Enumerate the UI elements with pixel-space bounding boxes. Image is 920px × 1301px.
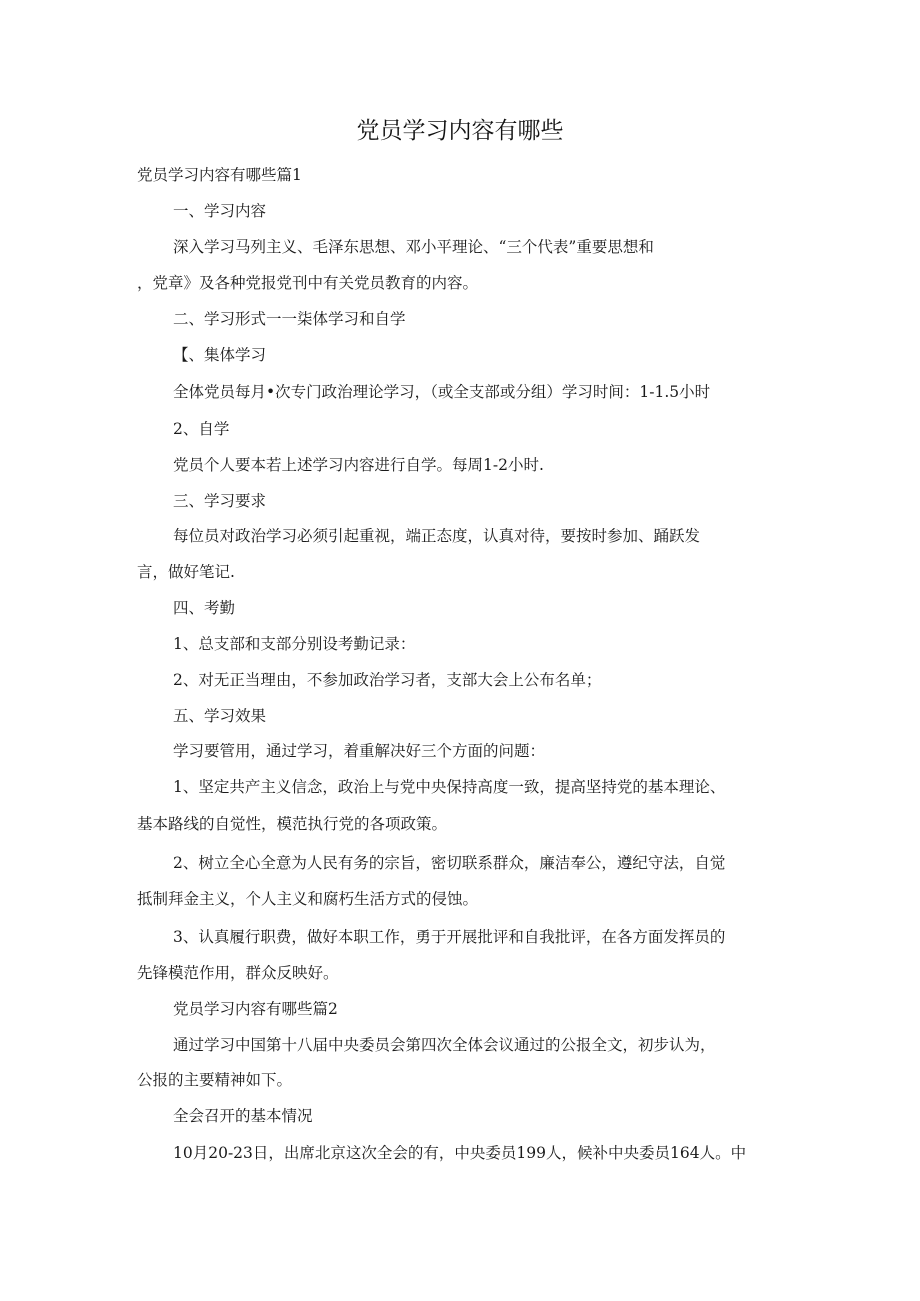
paragraph-line: 抵制拜金主义，个人主义和腐朽生活方式的侵蚀。 (137, 890, 479, 908)
heading-attendance: 四、考勤 (173, 599, 236, 617)
paragraph-line: ，党章》及各种党报党刊中有关党员教育的内容。 (137, 274, 479, 292)
paragraph-line: 每位员对政治学习必须引起重视，端正态度，认真对待，要按时参加、踊跃发 (173, 527, 701, 545)
heading-study-form: 二、学习形式一一柒体学习和自学 (173, 310, 406, 328)
paragraph-line: 3、认真履行职费，做好本职工作，勇于开展批评和自我批评，在各方面发挥员的 (173, 928, 726, 946)
paragraph-line: 深入学习马列主义、毛泽东思想、邓小平理论、“三个代表”重要思想和 (173, 238, 654, 256)
paragraph-line: 10月20-23日，出席北京这次全会的有，中央委员199人，候补中央委员164人。中 (173, 1144, 747, 1162)
paragraph-line: 基本路线的自觉性，模范执行党的各项政策。 (137, 815, 448, 833)
paragraph-line: 公报的主要精神如下。 (137, 1071, 293, 1089)
paragraph-line: 党员个人要本若上述学习内容进行自学。每周1-2小时. (173, 456, 544, 474)
paragraph-line: 通过学习中国第十八届中央委员会第四次全体会议通过的公报全文，初步认为， (173, 1036, 716, 1054)
paragraph-line: 2、树立全心全意为人民有务的宗旨，密切联系群众，廉洁奉公，遵纪守法，自觉 (173, 854, 726, 872)
paragraph-line: 1、总支部和支部分别设考勤记录： (173, 635, 416, 653)
document-title: 党员学习内容有哪些 (356, 118, 564, 144)
paragraph-line: 全体党员每月•次专门政治理论学习，（或全支部或分组）学习时间：1-1.5小时 (173, 383, 711, 401)
paragraph-line: 先锋模范作用，群众反映好。 (137, 964, 339, 982)
paragraph-line: 学习要管用，通过学习，着重解决好三个方面的问题： (173, 742, 546, 760)
paragraph-line: 1、坚定共产主义信念，政治上与党中央保持高度一致，提高坚持党的基本理论、 (173, 778, 726, 796)
section-heading-part2: 党员学习内容有哪些篇2 (173, 1000, 338, 1018)
heading-plenum-overview: 全会召开的基本情况 (173, 1107, 313, 1125)
paragraph-line: 言，做好笔记. (137, 563, 235, 581)
heading-study-effect: 五、学习效果 (173, 707, 267, 725)
section-heading-part1: 党员学习内容有哪些篇1 (137, 166, 302, 184)
subheading-group-study: 【、集体学习 (173, 346, 267, 364)
subheading-self-study: 2、自学 (173, 420, 230, 438)
paragraph-line: 2、对无正当理由，不参加政治学习者，支部大会上公布名单； (173, 671, 602, 689)
heading-study-content: 一、学习内容 (173, 202, 267, 220)
heading-study-requirements: 三、学习要求 (173, 492, 267, 510)
